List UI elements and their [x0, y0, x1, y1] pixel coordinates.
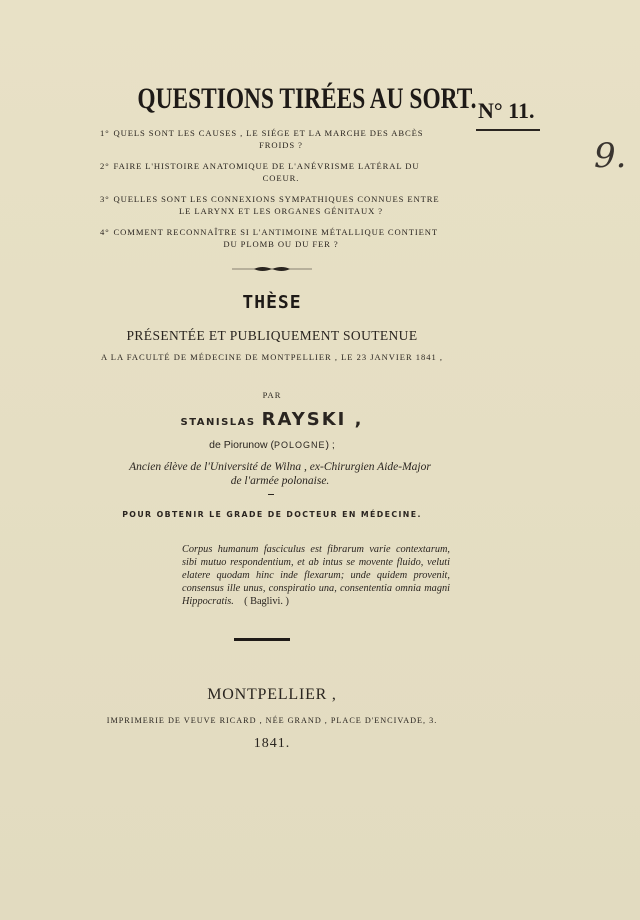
imprint-city: MONTPELLIER ,	[207, 686, 337, 703]
question-2	[100, 160, 462, 184]
author-name	[0, 409, 544, 430]
author-last-name: RAYSKI ,	[261, 409, 364, 430]
epigraph	[182, 543, 450, 608]
question-number: 3°	[100, 194, 110, 204]
question-number: 2°	[100, 161, 110, 171]
thesis-number: N° 11.	[478, 98, 535, 123]
author-credentials	[110, 460, 450, 488]
origin-country: POLOGNE	[273, 440, 326, 450]
question-text-continued: DU PLOMB OU DU FER ?	[223, 239, 339, 249]
faculty-date-line: A LA FACULTÉ DE MÉDECINE DE MONTPELLIER , LE 23 JANVIER 1841 ,	[100, 352, 443, 362]
ornamental-rule	[232, 265, 312, 273]
imprint-printer: IMPRIMERIE DE VEUVE RICARD , NÉE GRAND , PLACE D'ENCIVADE, 3.	[106, 716, 438, 725]
question-3	[100, 193, 462, 217]
small-divider	[268, 494, 274, 495]
question-text-continued: FROIDS ?	[259, 140, 303, 150]
credentials-line-1: Ancien élève de l'Université de Wilna , ex-Chirurgien Aide-Major	[129, 461, 431, 473]
epigraph-attribution: ( Baglivi. )	[244, 596, 289, 607]
author-first-name: STANISLAS	[180, 417, 256, 428]
question-text: QUELLES SONT LES CONNEXIONS SYMPATHIQUES CONNUES ENTRE	[113, 194, 440, 204]
par-line: PAR	[262, 390, 282, 400]
number-underline	[476, 129, 540, 131]
thesis-presented-line: PRÉSENTÉE ET PUBLIQUEMENT SOUTENUE	[126, 328, 418, 343]
origin-prefix: de Piorunow (	[209, 439, 274, 451]
question-text: FAIRE L'HISTOIRE ANATOMIQUE DE L'ANÉVRISME LATÉRAL DU	[113, 161, 420, 171]
degree-purpose: POUR OBTENIR LE GRADE DE DOCTEUR EN MÉDECINE.	[122, 510, 422, 519]
question-1	[100, 127, 462, 151]
question-number: 4°	[100, 227, 110, 237]
handwritten-margin-note: 9.	[594, 136, 627, 176]
question-text: QUELS SONT LES CAUSES , LE SIÉGE ET LA MARCHE DES ABCÈS	[113, 128, 424, 138]
origin-suffix: ) ;	[325, 439, 335, 451]
divider-rule	[234, 638, 290, 641]
page-title: QUESTIONS TIRÉES AU SORT.	[137, 82, 477, 115]
credentials-line-2: de l'armée polonaise.	[230, 475, 330, 487]
thesis-heading: THÈSE	[242, 292, 302, 313]
imprint-year: 1841.	[253, 736, 291, 751]
question-text: COMMENT RECONNAÎTRE SI L'ANTIMOINE MÉTALLIQUE CONTIENT	[113, 227, 439, 237]
question-text-continued: COEUR.	[262, 173, 300, 183]
question-number: 1°	[100, 128, 110, 138]
author-origin	[0, 439, 544, 451]
epigraph-text: Corpus humanum fasciculus est fibrarum varie contextarum, sibi mutuo respondentium, et ab intus se movente fluido, veluti elatere quodam hinc inde flexarum; unde quidem provenit, consensus ille unus, conspiratio una, consententia omnia magni Hippocratis.	[182, 544, 450, 607]
question-text-continued: LE LARYNX ET LES ORGANES GÉNITAUX ?	[179, 206, 383, 216]
question-4	[100, 226, 462, 250]
